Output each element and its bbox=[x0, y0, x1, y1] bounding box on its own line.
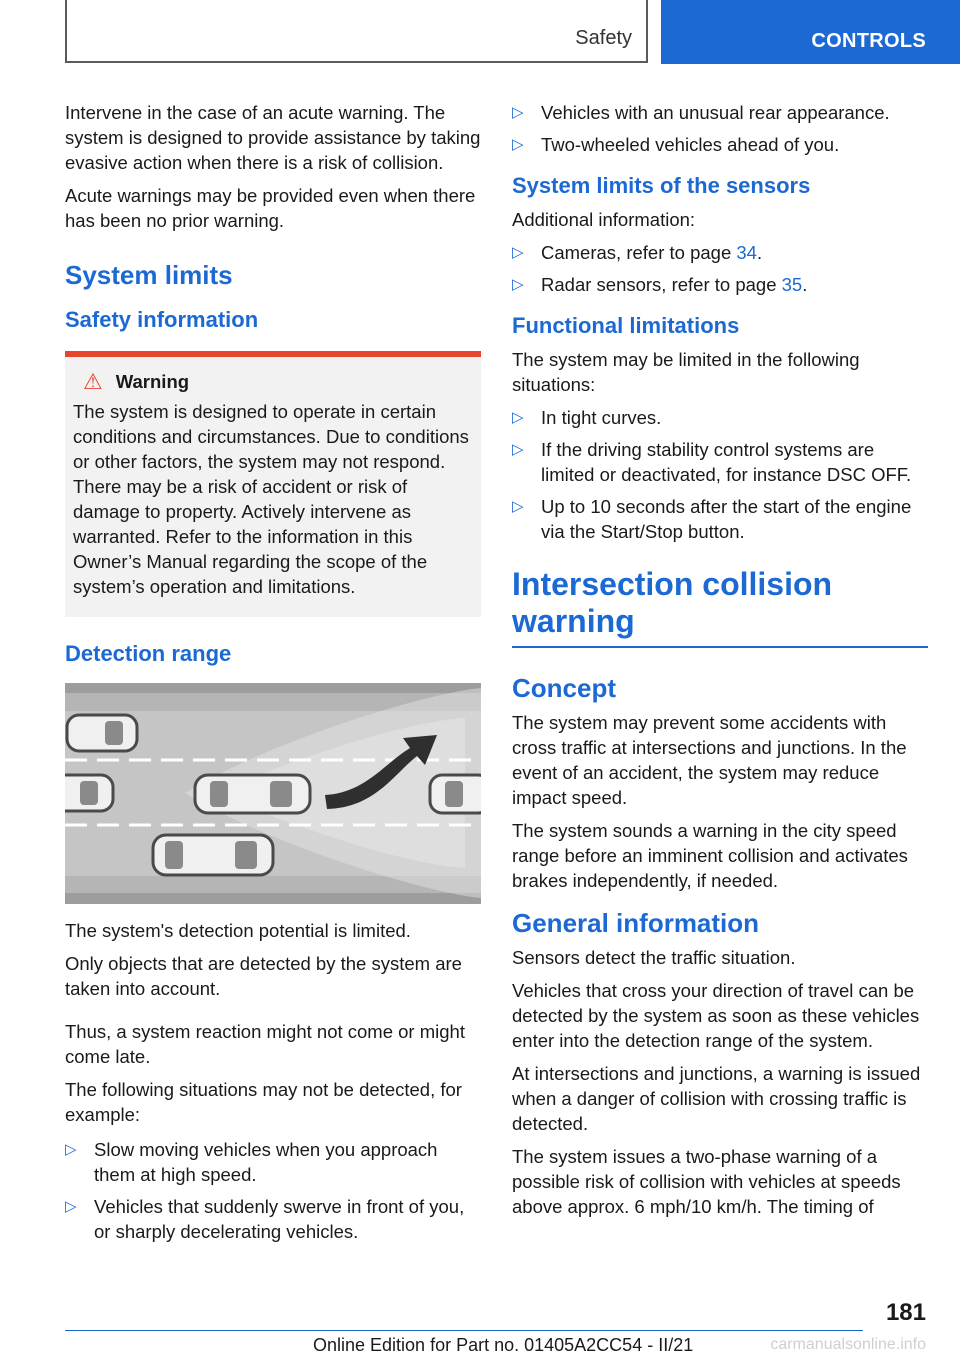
triangle-right-icon: ▷ bbox=[512, 104, 524, 121]
header-section-title: Safety bbox=[575, 27, 632, 49]
heading-general-information: General information bbox=[512, 908, 760, 938]
heading-safety-information: Safety information bbox=[65, 307, 259, 332]
triangle-right-icon: ▷ bbox=[512, 498, 524, 515]
paragraph: The system sounds a warning in the city speed range before an imminent collision and activates brakes independently, if needed. bbox=[512, 820, 908, 891]
page-link-cameras[interactable]: 34 bbox=[736, 242, 757, 263]
paragraph: Acute warnings may be provided even when there has been no prior warning. bbox=[65, 185, 476, 231]
warning-text: The system is designed to operate in certain conditions and circumstances. Due to conditions or other factors, the system may not respond. There may be a risk of accident or risk of damage to property. Actively intervene as warranted. Refer to the information in this Owner’s Manual regarding the scope of the system’s operation and limitations. bbox=[73, 401, 469, 597]
triangle-right-icon: ▷ bbox=[512, 136, 524, 153]
list-item: ▷ Two-wheeled vehicles ahead of you. bbox=[512, 134, 840, 155]
list-item: ▷ In tight curves. bbox=[512, 407, 662, 428]
heading-functional-limitations: Functional limitations bbox=[512, 313, 740, 338]
page-number: 181 bbox=[885, 1299, 926, 1326]
warning-box bbox=[65, 351, 481, 617]
warning-title: Warning bbox=[115, 371, 190, 392]
paragraph: Sensors detect the traffic situation. bbox=[512, 947, 796, 968]
triangle-right-icon: ▷ bbox=[65, 1198, 77, 1215]
footer-divider bbox=[65, 1330, 863, 1331]
heading-intersection-collision-warning: Intersection collision warning bbox=[512, 566, 928, 648]
list-item: ▷ Cameras, refer to page 34. bbox=[512, 242, 763, 263]
heading-concept: Concept bbox=[512, 673, 616, 703]
right-column bbox=[512, 100, 928, 1227]
header-section-box bbox=[65, 0, 648, 63]
paragraph: The system's detection potential is limited. bbox=[65, 920, 411, 941]
list-item: ▷ Radar sensors, refer to page 35. bbox=[512, 274, 808, 295]
list-item: ▷ Vehicles with an unusual rear appearance. bbox=[512, 102, 890, 123]
heading-system-limits: System limits bbox=[65, 260, 233, 290]
left-column bbox=[65, 100, 481, 1251]
triangle-right-icon: ▷ bbox=[512, 441, 524, 458]
paragraph: Vehicles that cross your direction of travel can be detected by the system as soon as these vehicles enter into the detection range of the system. bbox=[512, 980, 920, 1051]
warning-triangle-icon: ⚠ bbox=[83, 369, 103, 394]
paragraph: The system may be limited in the following situations: bbox=[512, 349, 860, 395]
detection-range-drawing bbox=[65, 683, 481, 904]
paragraph: The system may prevent some accidents with cross traffic at intersections and junctions. In the event of an accident, the system may reduce impact speed. bbox=[512, 712, 907, 808]
header-chapter-tab bbox=[661, 0, 960, 64]
detection-range-illustration bbox=[65, 683, 481, 904]
warning-header bbox=[83, 371, 473, 393]
header-chapter-title: CONTROLS bbox=[811, 30, 926, 52]
paragraph: Thus, a system reaction might not come or might come late. bbox=[65, 1021, 465, 1067]
heading-detection-range: Detection range bbox=[65, 641, 232, 666]
list-item: ▷ Slow moving vehicles when you approach them at high speed. bbox=[65, 1139, 438, 1185]
list-item: ▷ Vehicles that suddenly swerve in front of you, or sharply decelerating vehicles. bbox=[65, 1196, 465, 1242]
paragraph: Intervene in the case of an acute warning. The system is designed to provide assistance by taking evasive action when there is a risk of collision. bbox=[65, 102, 481, 173]
footer-watermark: carmanualsonline.info bbox=[770, 1336, 926, 1353]
paragraph: The following situations may not be detected, for example: bbox=[65, 1079, 462, 1125]
list-item: ▷ If the driving stability control systems are limited or deactivated, for instance DSC OFF. bbox=[512, 439, 912, 485]
reference-list bbox=[512, 240, 928, 297]
bullet-list bbox=[512, 100, 928, 157]
paragraph: The system issues a two-phase warning of a possible risk of collision with vehicles at speeds above approx. 6 mph/10 km/h. The timing of bbox=[512, 1146, 901, 1217]
page-link-radar[interactable]: 35 bbox=[781, 274, 803, 295]
paragraph: Additional information: bbox=[512, 209, 696, 230]
bullet-list bbox=[512, 405, 928, 544]
list-item: ▷ Up to 10 seconds after the start of the engine via the Start/Stop button. bbox=[512, 496, 912, 542]
paragraph: At intersections and junctions, a warning is issued when a danger of collision with crossing traffic is detected. bbox=[512, 1063, 921, 1134]
footer-edition: Online Edition for Part no. 01405A2CC54 - II/21 bbox=[313, 1335, 694, 1355]
triangle-right-icon: ▷ bbox=[512, 409, 524, 426]
triangle-right-icon: ▷ bbox=[512, 244, 524, 261]
bullet-list bbox=[65, 1137, 481, 1244]
triangle-right-icon: ▷ bbox=[512, 276, 524, 293]
heading-sensor-limits: System limits of the sensors bbox=[512, 173, 811, 198]
paragraph: Only objects that are detected by the system are taken into account. bbox=[65, 953, 462, 999]
triangle-right-icon: ▷ bbox=[65, 1141, 77, 1158]
